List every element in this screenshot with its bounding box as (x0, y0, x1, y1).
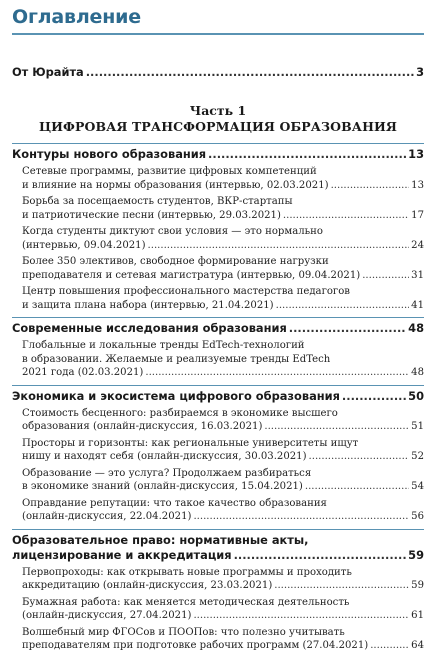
section-title: лицензирование и аккредитация (12, 547, 232, 562)
entry-page-number: 59 (411, 580, 424, 591)
entry-title-line: Образование — это услуга? Продолжаем разбираться (22, 467, 312, 479)
entry-page-number: 17 (411, 209, 424, 221)
part-number: Часть 1 (189, 103, 247, 118)
entry-title-line: Когда студенты диктуют свои условия — это нормально (22, 226, 323, 237)
section-entries (22, 339, 424, 380)
entry-page-number: 64 (411, 640, 424, 651)
entry-title-line: Центр повышения профессионального мастерства педагогов (22, 286, 350, 297)
entry-page-number: 54 (411, 481, 424, 492)
title-rule (12, 33, 424, 35)
entry-page-number: 52 (411, 451, 424, 462)
entry-last-row (22, 639, 424, 653)
entry-page-number: 51 (411, 421, 424, 432)
entry-title-line: Глобальные и локальные тренды EdTech-технологий (22, 340, 305, 351)
leader-dots (234, 548, 407, 563)
toc-entry[interactable] (22, 437, 424, 464)
toc-entry[interactable] (22, 407, 424, 434)
entry-last-row (22, 579, 424, 593)
entry-page-number: 31 (411, 269, 424, 281)
leader-dots (370, 639, 409, 653)
entry-last-row (22, 366, 424, 380)
section-page-number: 59 (408, 547, 424, 562)
entry-title-line: Сетевые программы, развитие цифровых компетенций (22, 166, 317, 177)
entry-title-line: Первопроходы: как открывать новые программы и проходить (22, 566, 352, 578)
entry-last-row (22, 299, 424, 313)
entry-page-number: 24 (411, 239, 424, 251)
entry-title-line: и влияние на нормы образования (интервью, 02.03.2021) (22, 179, 329, 191)
section-entries (22, 566, 424, 653)
entry-title-line: преподавателям при подготовке рабочих программ (27.04.2021) (22, 640, 369, 651)
entry-last-row (22, 609, 424, 623)
part-title: ЦИФРОВАЯ ТРАНСФОРМАЦИЯ ОБРАЗОВАНИЯ (38, 119, 398, 134)
leader-dots (276, 299, 410, 313)
entry-title-line: Более 350 элективов, свободное формирование нагрузки (22, 256, 329, 267)
section-heading[interactable] (12, 143, 424, 162)
toc-entry[interactable] (22, 285, 424, 312)
leader-dots (208, 147, 406, 162)
leader-dots (148, 239, 410, 253)
leader-dots (362, 269, 409, 283)
section-title-line: Образовательное право: нормативные акты, (12, 532, 309, 547)
section-page-number: 48 (408, 321, 424, 335)
toc-entry[interactable] (22, 165, 424, 192)
section-title-row (12, 147, 424, 162)
entry-title-line: 2021 года (02.03.2021) (22, 367, 144, 378)
toc-entry[interactable] (22, 225, 424, 252)
entry-title-line: (интервью, 09.04.2021) (22, 239, 146, 251)
front-matter-entry[interactable] (12, 65, 424, 79)
entry-last-row (22, 239, 424, 253)
entry-title-line: Бумажная работа: как меняется методическая деятельность (22, 596, 350, 608)
leader-dots (86, 65, 414, 79)
entry-page-number: 13 (411, 179, 424, 191)
front-page-number: 3 (416, 65, 424, 79)
leader-dots (289, 321, 406, 336)
section-title-row (12, 548, 424, 563)
leader-dots (309, 450, 410, 464)
leader-dots (264, 420, 409, 434)
section-title-row (12, 321, 424, 336)
entry-title-line: Просторы и горизонты: как региональные университеты ищут (22, 437, 359, 449)
entry-page-number: 61 (411, 610, 424, 621)
toc-section (12, 529, 424, 653)
entry-title-line: (онлайн-дискуссия, 27.04.2021) (22, 610, 192, 621)
section-entries (22, 407, 424, 524)
section-title: Экономика и экосистема цифрового образования (12, 388, 340, 403)
toc-page (12, 6, 424, 653)
entry-title-line: преподавателя и сетевая магистратура (интервью, 09.04.2021) (22, 269, 361, 281)
entry-last-row (22, 269, 424, 283)
leader-dots (193, 609, 409, 623)
entry-title-line: Волшебный мир ФГОСов и ПООПов: что полезно учитывать (22, 626, 345, 638)
toc-entry[interactable] (22, 255, 424, 282)
toc-entry[interactable] (22, 339, 424, 380)
section-heading[interactable] (12, 529, 424, 563)
entry-last-row (22, 209, 424, 223)
leader-dots (283, 209, 409, 223)
leader-dots (193, 510, 409, 524)
section-page-number: 13 (408, 147, 424, 161)
leader-dots (274, 579, 409, 593)
toc-entry[interactable] (22, 497, 424, 524)
section-heading[interactable] (12, 317, 424, 336)
section-title-row (12, 389, 424, 404)
entry-title-line: Борьба за посещаемость студентов, ВКР-стартапы (22, 196, 293, 207)
entry-title-line: образования (онлайн-дискуссия, 16.03.2021) (22, 421, 263, 432)
leader-dots (331, 179, 410, 193)
front-label: От Юрайта (12, 65, 84, 79)
entry-title-line: нишу и находят себя (онлайн-дискуссия, 30.03.2021) (22, 451, 307, 462)
entry-title-line: в образовании. Желаемые и реализуемые тренды EdTech (22, 353, 331, 365)
entry-title-line: и патриотические песни (интервью, 29.03.2021) (22, 209, 281, 221)
toc-title: Оглавление (12, 6, 141, 28)
toc-section (12, 317, 424, 380)
entry-title-line: Стоимость бесценного: разбираемся в экономике высшего (22, 407, 338, 419)
leader-dots (342, 389, 406, 404)
entry-title-line: в экономике знаний (онлайн-дискуссия, 15.04.2021) (22, 481, 303, 492)
section-heading[interactable] (12, 385, 424, 404)
toc-entry[interactable] (22, 467, 424, 494)
section-page-number: 50 (408, 388, 424, 403)
entry-last-row (22, 179, 424, 193)
toc-section (12, 143, 424, 312)
entry-last-row (22, 420, 424, 434)
entry-title-line: (онлайн-дискуссия, 22.04.2021) (22, 511, 192, 522)
section-title: Контуры нового образования (12, 147, 207, 161)
sections-list (12, 143, 424, 653)
toc-entry[interactable] (22, 195, 424, 222)
section-entries (22, 165, 424, 312)
leader-dots (305, 480, 409, 494)
entry-last-row (22, 450, 424, 464)
leader-dots (145, 366, 409, 380)
entry-last-row (22, 510, 424, 524)
entry-page-number: 41 (411, 299, 424, 311)
entry-page-number: 48 (411, 367, 424, 378)
entry-page-number: 56 (411, 511, 424, 522)
entry-title-line: аккредитацию (онлайн-дискуссия, 23.03.2021) (22, 580, 273, 591)
toc-entry[interactable] (22, 566, 424, 593)
toc-entry[interactable] (22, 596, 424, 623)
entry-title-line: Оправдание репутации: что такое качество образования (22, 497, 327, 509)
section-title: Современные исследования образования (12, 321, 287, 335)
entry-last-row (22, 480, 424, 494)
toc-section (12, 385, 424, 524)
toc-entry[interactable] (22, 626, 424, 653)
entry-title-line: и защита плана набора (интервью, 21.04.2021) (22, 299, 274, 311)
